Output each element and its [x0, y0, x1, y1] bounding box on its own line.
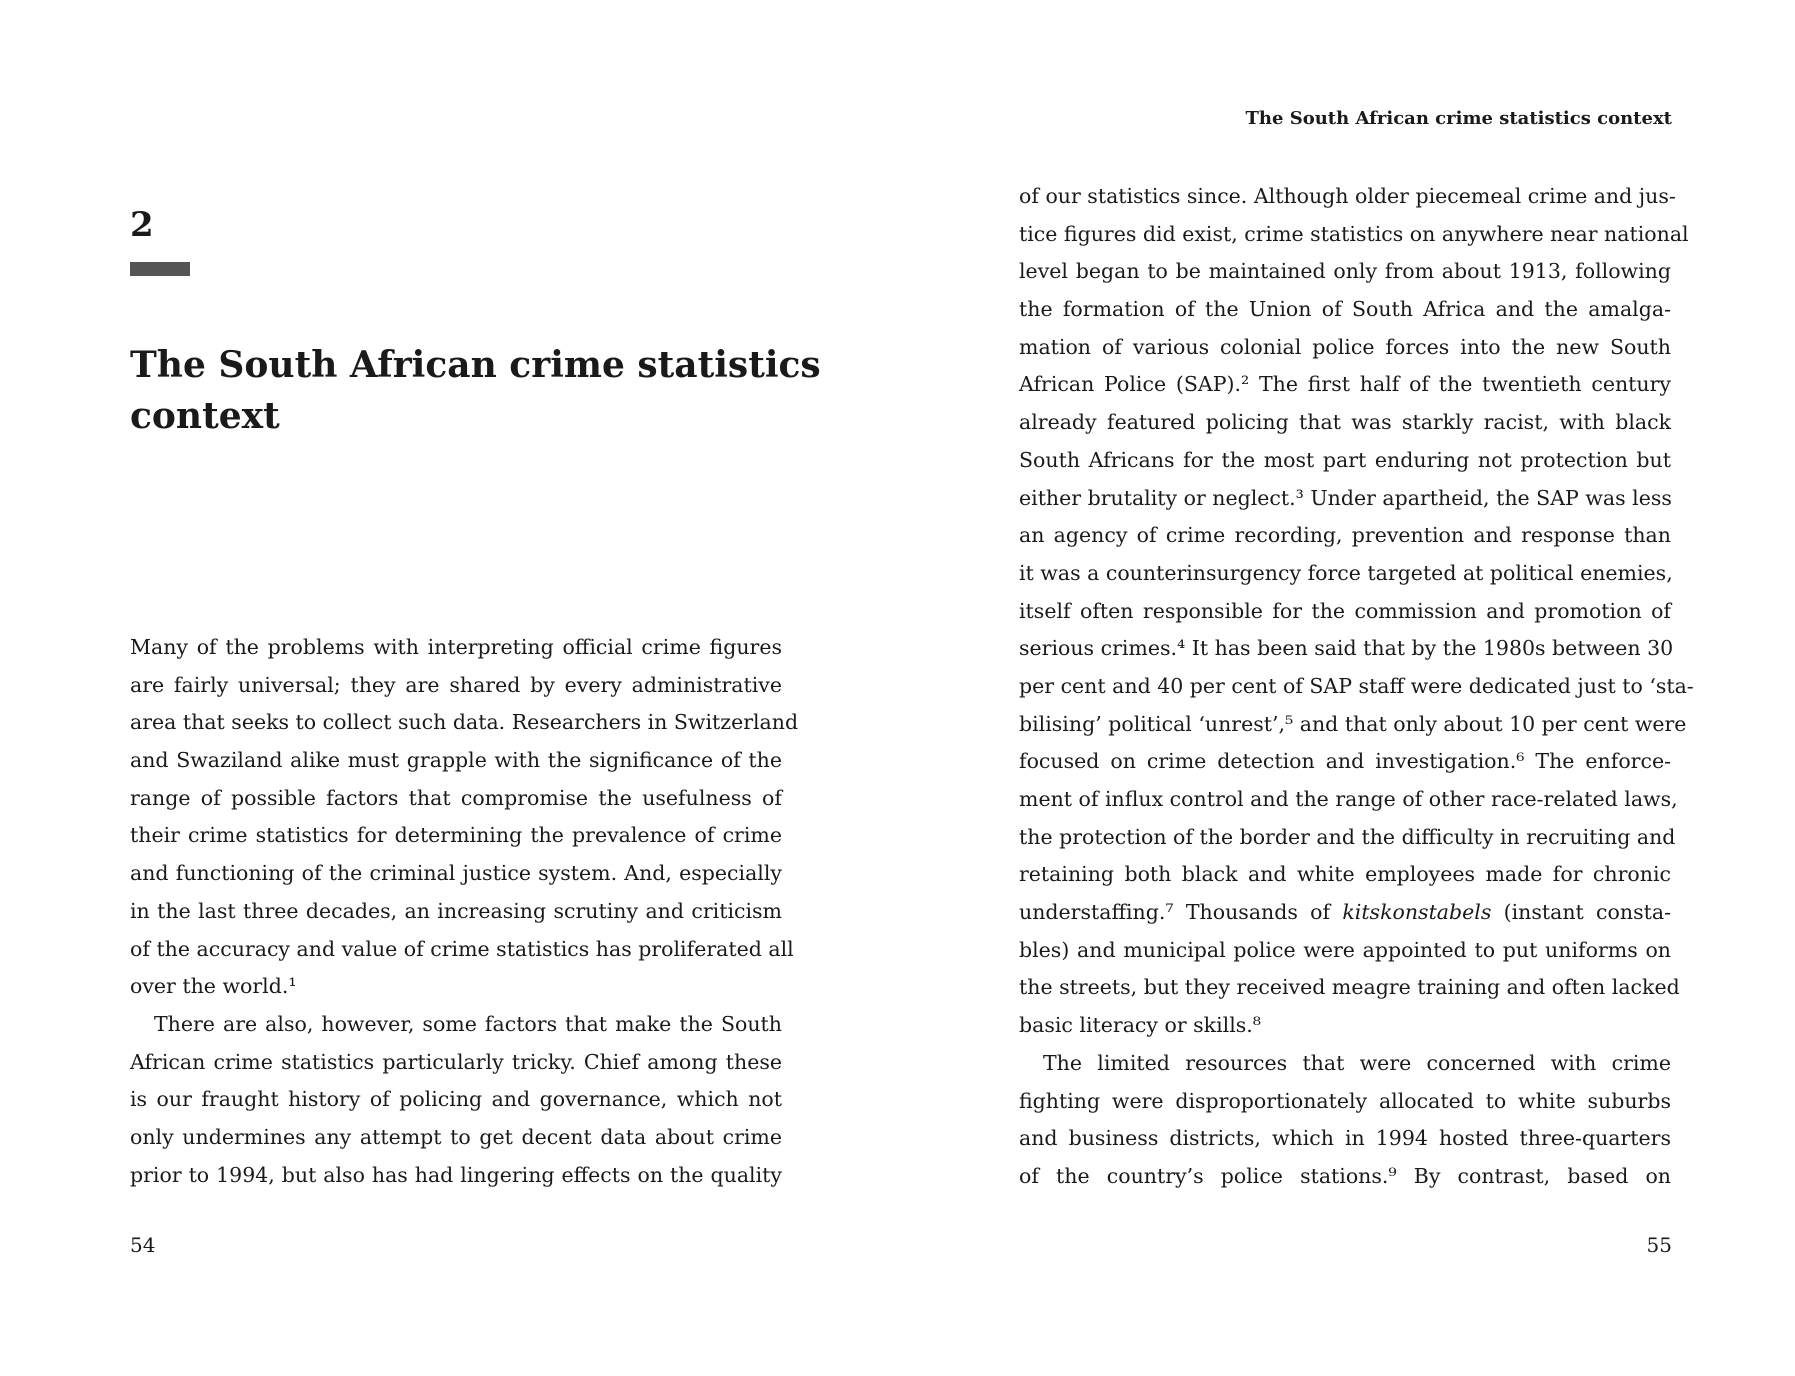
line-text: tice figures did exist, crime statistics on anywhere near national [1019, 221, 1689, 246]
text-line [130, 1044, 782, 1082]
text-line [1019, 442, 1671, 480]
text-line [1019, 593, 1671, 631]
line-text: itself often responsible for the commission and promotion of [1019, 598, 1671, 623]
body-text-left [130, 629, 799, 1194]
text-line [130, 780, 782, 818]
line-text: and Swaziland alike must grapple with the significance of the [130, 748, 782, 773]
line-text: bles) and municipal police were appointed to put uniforms on [1019, 937, 1671, 962]
text-line [1019, 253, 1671, 291]
line-text: understaffing.⁷ Thousands of [1019, 900, 1343, 925]
text-line [1019, 969, 1680, 1007]
text-line [1019, 291, 1671, 329]
line-text: the protection of the border and the difficulty in recruiting and [1019, 824, 1676, 849]
line-text: an agency of crime recording, prevention and response than [1019, 523, 1671, 548]
line-text: already featured policing that was starkly racist, with black [1019, 410, 1671, 435]
line-text: the streets, but they received meagre training and often lacked [1019, 975, 1680, 1000]
text-line [1019, 743, 1671, 781]
line-text: There are also, however, some factors that make the South [154, 1011, 782, 1036]
line-text: of the country’s police stations.⁹ By contrast, based on [1019, 1163, 1671, 1188]
text-line [130, 1006, 782, 1044]
line-text: retaining both black and white employees made for chronic [1019, 862, 1671, 887]
line-text: either brutality or neglect.³ Under apartheid, the SAP was less [1019, 485, 1672, 510]
line-text: and functioning of the criminal justice system. And, especially [130, 861, 782, 886]
line-text: range of possible factors that compromise the usefulness of [130, 785, 782, 810]
line-text: African Police (SAP).² The first half of the twentieth century [1019, 372, 1671, 397]
text-line [1019, 819, 1676, 857]
text-line [130, 968, 782, 1006]
text-line [1019, 1045, 1671, 1083]
line-text: mation of various colonial police forces into the new South [1019, 334, 1671, 359]
line-text: is our fraught history of policing and governance, which not [130, 1087, 782, 1112]
line-text: basic literacy or skills.⁸ [1019, 1013, 1262, 1038]
italic-term: kitskonstabels [1342, 900, 1492, 925]
line-text: area that seeks to collect such data. Researchers in Switzerland [130, 710, 799, 735]
text-line [130, 704, 799, 742]
text-line [130, 931, 794, 969]
text-line [130, 742, 782, 780]
text-line [1019, 630, 1674, 668]
text-line [1019, 668, 1694, 706]
text-line [130, 1081, 782, 1119]
text-line [130, 855, 782, 893]
text-line [1019, 1007, 1671, 1045]
line-text: per cent and 40 per cent of SAP staff were dedicated just to ‘sta- [1019, 673, 1694, 698]
page-number-right: 55 [1646, 1233, 1672, 1257]
page-number-left: 54 [130, 1233, 156, 1257]
text-line [130, 817, 782, 855]
text-line [1019, 856, 1671, 894]
text-line [130, 1157, 782, 1195]
text-line [1019, 1158, 1671, 1196]
text-line [1019, 932, 1671, 970]
line-text: level began to be maintained only from about 1913, following [1019, 259, 1671, 284]
text-line [1019, 1120, 1671, 1158]
line-text: in the last three decades, an increasing scrutiny and criticism [130, 898, 782, 923]
line-text: focused on crime detection and investigation.⁶ The enforce- [1019, 749, 1671, 774]
line-text: of the accuracy and value of crime statistics has proliferated all [130, 936, 794, 961]
line-text: only undermines any attempt to get decent data about crime [130, 1124, 782, 1149]
text-line [1019, 706, 1687, 744]
line-text: South Africans for the most part enduring not protection but [1019, 447, 1671, 472]
line-text: and business districts, which in 1994 hosted three-quarters [1019, 1126, 1671, 1151]
line-text: of our statistics since. Although older piecemeal crime and jus- [1019, 184, 1676, 208]
line-text: serious crimes.⁴ It has been said that by the 1980s between 30 [1019, 636, 1674, 661]
text-line [1019, 517, 1671, 555]
line-text: ment of influx control and the range of other race-related laws, [1019, 787, 1678, 811]
line-text: it was a counterinsurgency force targeted at political enemies, [1019, 560, 1673, 585]
text-line [130, 893, 782, 931]
right-page [897, 0, 1795, 1376]
text-line [1019, 1083, 1671, 1121]
line-text: The limited resources that were concerned with crime [1043, 1050, 1671, 1075]
line-text: the formation of the Union of South Africa and the amalga- [1019, 297, 1671, 322]
text-line [130, 629, 782, 667]
line-text: bilising’ political ‘unrest’,⁵ and that only about 10 per cent were [1019, 711, 1687, 736]
line-text: fighting were disproportionately allocated to white suburbs [1019, 1088, 1671, 1113]
left-page [0, 0, 897, 1376]
text-line [1019, 480, 1671, 518]
text-line [1019, 216, 1689, 254]
chapter-rule [130, 262, 190, 276]
text-line [1019, 894, 1671, 932]
line-text: are fairly universal; they are shared by every administrative [130, 672, 782, 697]
text-line [1019, 555, 1671, 593]
text-line [130, 1119, 782, 1157]
chapter-title: The South African crime statistics context [130, 344, 821, 437]
line-text: over the world.¹ [130, 974, 297, 999]
text-line [130, 667, 782, 705]
body-text-right [1019, 178, 1694, 1196]
chapter-number: 2 [130, 205, 154, 245]
line-text: African crime statistics particularly tricky. Chief among these [130, 1049, 782, 1074]
text-line [1019, 366, 1671, 404]
line-text: (instant consta- [1491, 900, 1671, 925]
text-line [1019, 781, 1678, 819]
line-text: prior to 1994, but also has had lingering effects on the quality [130, 1162, 782, 1187]
text-line [1019, 178, 1676, 216]
line-text: their crime statistics for determining the prevalence of crime [130, 823, 782, 848]
line-text: Many of the problems with interpreting official crime figures [130, 635, 782, 659]
text-line [1019, 404, 1671, 442]
running-head: The South African crime statistics context [1245, 108, 1672, 129]
text-line [1019, 329, 1671, 367]
